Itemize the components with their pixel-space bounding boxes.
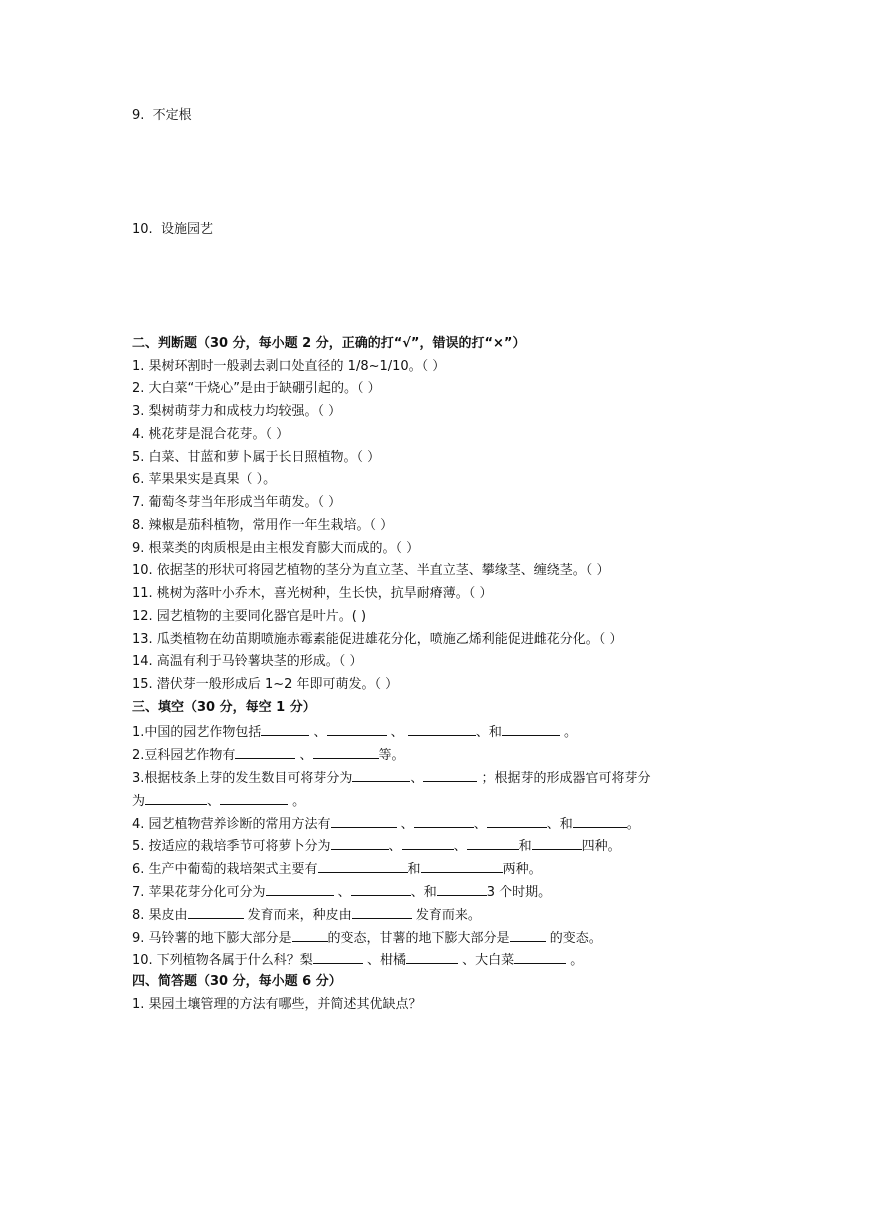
answer-blank[interactable]	[220, 792, 288, 805]
fill-item-7: 7. 苹果花芽分化可分为 、 、和 3 个时期。	[132, 885, 552, 900]
answer-blank[interactable]	[318, 860, 408, 873]
answer-blank[interactable]	[414, 815, 474, 828]
section3-heading: 三、填空（30 分，每空 1 分）	[132, 700, 316, 715]
answer-blank[interactable]	[437, 883, 487, 896]
fill-item-2: 2.豆科园艺作物有 、 等。	[132, 748, 405, 763]
answer-blank[interactable]	[408, 723, 476, 736]
definition-10	[132, 222, 213, 238]
tf-item: 15. 潜伏芽一般形成后 1~2 年即可萌发。（ ）	[132, 677, 399, 692]
fill-item-10: 10. 下列植物各属于什么科？梨 、柑橘 、大白菜 。	[132, 953, 584, 968]
tf-item: 7. 葡萄冬芽当年形成当年萌发。（ ）	[132, 495, 342, 510]
answer-blank[interactable]	[487, 815, 547, 828]
answer-blank[interactable]	[352, 906, 412, 919]
definition-9	[132, 108, 192, 124]
answer-blank[interactable]	[235, 746, 295, 759]
fill-item-3: 3.根据枝条上芽的发生数目可将芽分为 、 ；根据芽的形成器官可将芽分	[132, 771, 651, 786]
short-answer-item: 1. 果园土壤管理的方法有哪些，并简述其优缺点？	[132, 997, 422, 1012]
fill-item-6: 6. 生产中葡萄的栽培架式主要有 和 两种。	[132, 862, 542, 877]
definition-term: 设施园艺	[160, 222, 213, 237]
fill-item-5: 5. 按适应的栽培季节可将萝卜分为 、 、 和 四种。	[132, 839, 621, 854]
answer-blank[interactable]	[188, 906, 244, 919]
answer-blank[interactable]	[423, 769, 477, 782]
answer-blank[interactable]	[514, 951, 566, 964]
tf-item: 10. 依据茎的形状可将园艺植物的茎分为直立茎、半直立茎、攀缘茎、缠绕茎。（ ）	[132, 563, 610, 578]
fill-item-4: 4. 园艺植物营养诊断的常用方法有 、 、 、和 。	[132, 817, 640, 832]
fill-item-9: 9. 马铃薯的地下膨大部分是 的变态，甘薯的地下膨大部分是 的变态。	[132, 931, 602, 946]
answer-blank[interactable]	[573, 815, 627, 828]
tf-item: 8. 辣椒是茄科植物，常用作一年生栽培。（ ）	[132, 518, 394, 533]
fill-item-3-cont: 为 、 。	[132, 794, 306, 809]
answer-blank[interactable]	[331, 837, 389, 850]
answer-blank[interactable]	[510, 929, 546, 942]
tf-item: 4. 桃花芽是混合花芽。（ ）	[132, 427, 290, 442]
answer-blank[interactable]	[331, 815, 397, 828]
definition-term: 不定根	[152, 108, 192, 123]
fill-item-1: 1.中国的园艺作物包括 、 、 、和 。	[132, 725, 577, 740]
answer-blank[interactable]	[402, 837, 454, 850]
tf-item: 13. 瓜类植物在幼苗期喷施赤霉素能促进雄花分化，喷施乙烯利能促进雌花分化。（ ）	[132, 632, 623, 647]
answer-blank[interactable]	[352, 769, 410, 782]
answer-blank[interactable]	[351, 883, 411, 896]
answer-blank[interactable]	[313, 746, 379, 759]
answer-blank[interactable]	[266, 883, 334, 896]
section2-heading: 二、判断题（30 分，每小题 2 分，正确的打“√”，错误的打“×”）	[132, 336, 526, 351]
answer-blank[interactable]	[327, 723, 387, 736]
answer-blank[interactable]	[421, 860, 503, 873]
answer-blank[interactable]	[313, 951, 363, 964]
tf-item: 9. 根菜类的肉质根是由主根发育膨大而成的。（ ）	[132, 541, 420, 556]
answer-blank[interactable]	[532, 837, 582, 850]
section4-heading: 四、简答题（30 分，每小题 6 分）	[132, 974, 342, 989]
tf-item: 12. 园艺植物的主要同化器官是叶片。( )	[132, 609, 367, 624]
answer-blank[interactable]	[467, 837, 519, 850]
answer-blank[interactable]	[261, 723, 309, 736]
tf-item: 11. 桃树为落叶小乔木，喜光树种，生长快，抗旱耐瘠薄。（ ）	[132, 586, 493, 601]
fill-item-8: 8. 果皮由 发育而来，种皮由 发育而来。	[132, 908, 481, 923]
tf-item: 2. 大白菜“干烧心”是由于缺硼引起的。（ ）	[132, 381, 381, 396]
tf-item: 3. 梨树萌芽力和成枝力均较强。（ ）	[132, 404, 342, 419]
definition-number: 10.	[132, 222, 153, 237]
answer-blank[interactable]	[502, 723, 560, 736]
definition-number: 9.	[132, 108, 145, 123]
answer-blank[interactable]	[145, 792, 207, 805]
tf-item: 1. 果树环割时一般剥去剥口处直径的 1/8~1/10。（ ）	[132, 359, 446, 374]
answer-blank[interactable]	[406, 951, 458, 964]
tf-item: 14. 高温有利于马铃薯块茎的形成。（ ）	[132, 654, 363, 669]
tf-item: 5. 白菜、甘蓝和萝卜属于长日照植物。（ ）	[132, 450, 381, 465]
answer-blank[interactable]	[292, 929, 328, 942]
tf-item: 6. 苹果果实是真果（ ）。	[132, 472, 277, 487]
